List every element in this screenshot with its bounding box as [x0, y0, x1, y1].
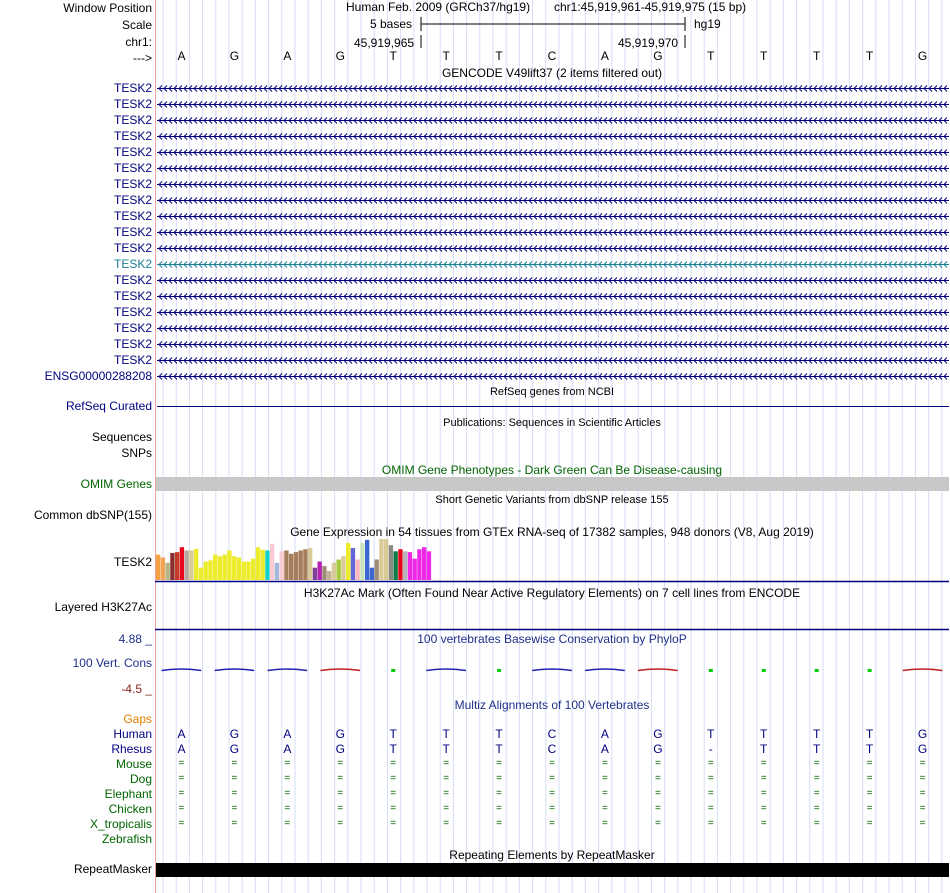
assembly-title: Human Feb. 2009 (GRCh37/hg19): [346, 0, 531, 14]
gtex-tissue-bar: [204, 562, 208, 580]
multiz-alignment-base: =: [178, 758, 185, 769]
dbsnp-track-label[interactable]: Common dbSNP(155): [33, 508, 152, 522]
base-letter: A: [283, 49, 292, 63]
multiz-alignment-base: =: [654, 803, 661, 814]
gencode-item-label[interactable]: TESK2: [113, 209, 152, 223]
multiz-alignment-base: =: [231, 803, 238, 814]
multiz-alignment-base: =: [602, 773, 608, 784]
multiz-species-label[interactable]: Dog: [129, 772, 152, 786]
multiz-alignment-base: =: [496, 788, 502, 799]
gtex-tissue-bar: [322, 566, 326, 580]
multiz-alignment-base: =: [231, 818, 238, 829]
multiz-alignment-base: =: [390, 803, 397, 814]
gtex-tissue-bar: [394, 551, 398, 580]
gtex-tissue-bar: [232, 556, 236, 580]
conservation-score-mark: [709, 669, 713, 672]
conservation-score-mark: [320, 669, 360, 671]
multiz-alignment-base: C: [547, 727, 557, 741]
gencode-track-title[interactable]: GENCODE V49lift37 (2 items filtered out): [441, 66, 663, 80]
gencode-item-label[interactable]: TESK2: [113, 241, 152, 255]
gtex-tissue-bar: [308, 548, 312, 580]
multiz-alignment-base: =: [760, 803, 767, 814]
refseq-track-label[interactable]: RefSeq Curated: [65, 399, 152, 413]
omim-gene-bar: [156, 477, 949, 491]
multiz-alignment-base: =: [284, 758, 291, 769]
multiz-alignment-base: G: [335, 742, 345, 756]
multiz-alignment-base: =: [284, 818, 291, 829]
gencode-item-label[interactable]: TESK2: [113, 257, 152, 271]
multiz-track-title[interactable]: Multiz Alignments of 100 Vertebrates: [454, 698, 650, 712]
multiz-alignment-base: =: [707, 803, 714, 814]
refseq-track-title[interactable]: RefSeq genes from NCBI: [489, 386, 615, 398]
coord-right: 45,919,970: [618, 36, 679, 50]
multiz-alignment-base: =: [231, 788, 238, 799]
gencode-item-label[interactable]: TESK2: [113, 273, 152, 287]
gtex-tissue-bar: [175, 552, 179, 580]
conservation-track-label[interactable]: 100 Vert. Cons: [72, 656, 152, 670]
base-letter: T: [495, 49, 503, 63]
gtex-tissue-bar: [170, 553, 174, 580]
multiz-alignment-base: =: [813, 788, 820, 799]
scale-label: Scale: [121, 18, 152, 32]
multiz-alignment-base: G: [229, 727, 240, 741]
gtex-tissue-bar: [379, 539, 383, 580]
gtex-tissue-bar: [398, 549, 402, 580]
conservation-score-mark: [267, 669, 307, 671]
gtex-tissue-bar: [375, 560, 379, 581]
gtex-tissue-bar: [227, 550, 231, 580]
multiz-alignment-base: T: [442, 742, 450, 756]
multiz-alignment-base: =: [707, 773, 714, 784]
multiz-alignment-base: =: [549, 758, 555, 769]
multiz-alignment-base: =: [866, 788, 873, 799]
multiz-alignment-base: =: [178, 773, 185, 784]
multiz-alignment-base: =: [443, 773, 450, 784]
multiz-alignment-base: =: [602, 818, 608, 829]
multiz-alignment-base: A: [600, 742, 609, 756]
multiz-alignment-base: T: [760, 727, 768, 741]
base-letter: T: [812, 49, 821, 63]
base-letter: T: [707, 49, 715, 63]
multiz-alignment-base: A: [177, 727, 186, 741]
multiz-alignment-base: =: [549, 818, 555, 829]
multiz-alignment-base: A: [283, 742, 292, 756]
multiz-alignment-base: =: [919, 773, 926, 784]
multiz-alignment-base: =: [231, 758, 238, 769]
multiz-species-label[interactable]: Mouse: [115, 757, 152, 771]
multiz-alignment-base: =: [654, 773, 661, 784]
multiz-alignment-base: =: [443, 818, 450, 829]
multiz-alignment-base: =: [866, 773, 873, 784]
multiz-alignment-base: =: [707, 788, 714, 799]
gtex-tissue-bar: [360, 543, 364, 580]
conservation-score-mark: [162, 669, 202, 671]
multiz-species-label[interactable]: Human: [113, 727, 152, 741]
multiz-alignment-base: =: [602, 758, 608, 769]
gtex-tissue-bar: [156, 555, 160, 580]
multiz-alignment-base: =: [496, 803, 502, 814]
conservation-score-mark: [815, 669, 819, 672]
gtex-tissue-bar: [294, 552, 298, 580]
gtex-tissue-bar: [213, 555, 217, 580]
h3k27ac-track-title[interactable]: H3K27Ac Mark (Often Found Near Active Regulatory Elements) on 7 cell lines from ENCODE: [303, 586, 801, 600]
multiz-alignment-base: T: [389, 727, 397, 741]
gtex-tissue-bar: [189, 550, 193, 580]
gtex-tissue-bar: [327, 571, 331, 580]
repeatmasker-element-bar: [156, 863, 949, 877]
multiz-alignment-base: T: [760, 742, 768, 756]
gtex-tissue-bar: [389, 545, 393, 580]
multiz-alignment-base: =: [602, 788, 608, 799]
multiz-alignment-base: -: [708, 742, 713, 756]
multiz-alignment-base: =: [919, 758, 926, 769]
multiz-alignment-base: G: [653, 742, 663, 756]
multiz-alignment-base: =: [337, 773, 344, 784]
conservation-score-mark: [532, 669, 572, 671]
conservation-score-mark: [868, 669, 872, 672]
multiz-alignment-base: =: [390, 818, 397, 829]
gencode-item-label[interactable]: ENSG00000288208: [44, 369, 152, 383]
multiz-alignment-base: T: [495, 727, 503, 741]
multiz-alignment-base: =: [178, 788, 185, 799]
strand-arrow-label[interactable]: --->: [133, 51, 152, 65]
multiz-alignment-base: =: [496, 818, 502, 829]
multiz-species-label[interactable]: Chicken: [108, 802, 152, 816]
multiz-alignment-base: T: [812, 727, 821, 741]
multiz-alignment-base: A: [600, 727, 609, 741]
gtex-tissue-bar: [337, 560, 341, 581]
omim-track-title[interactable]: OMIM Gene Phenotypes - Dark Green Can Be Disease-causing: [381, 463, 723, 477]
multiz-alignment-base: =: [549, 788, 555, 799]
multiz-alignment-base: =: [284, 788, 291, 799]
gtex-tissue-bar: [256, 547, 260, 580]
multiz-alignment-base: =: [813, 818, 820, 829]
repeatmasker-track-title[interactable]: Repeating Elements by RepeatMasker: [449, 848, 655, 862]
multiz-alignment-base: T: [442, 727, 450, 741]
multiz-alignment-base: =: [813, 773, 820, 784]
multiz-alignment-base: =: [390, 788, 397, 799]
multiz-alignment-base: T: [495, 742, 503, 756]
gtex-tissue-bar: [166, 563, 170, 580]
gtex-tissue-bar: [341, 556, 345, 580]
gtex-tissue-bar: [289, 554, 293, 580]
conservation-score-mark: [391, 669, 395, 672]
gtex-tissue-bar: [265, 550, 269, 580]
multiz-alignment-base: =: [813, 758, 820, 769]
multiz-alignment-base: G: [917, 742, 928, 756]
base-letter: T: [442, 49, 450, 63]
gtex-tissue-bar: [185, 550, 189, 580]
repeatmasker-track-label[interactable]: RepeatMasker: [73, 862, 152, 876]
conservation-score-mark: [497, 669, 501, 672]
gencode-item-label[interactable]: TESK2: [113, 337, 152, 351]
multiz-alignment-base: =: [549, 773, 555, 784]
multiz-alignment-base: =: [178, 818, 185, 829]
multiz-alignment-base: =: [337, 758, 344, 769]
gencode-item-label[interactable]: TESK2: [113, 177, 152, 191]
multiz-alignment-base: =: [760, 788, 767, 799]
gtex-tissue-bar: [408, 552, 412, 580]
multiz-alignment-base: =: [496, 758, 502, 769]
gencode-item-label[interactable]: TESK2: [113, 97, 152, 111]
dbsnp-track-title[interactable]: Short Genetic Variants from dbSNP release 155: [435, 494, 669, 506]
gtex-tissue-bar: [313, 568, 317, 580]
multiz-alignment-base: G: [917, 727, 928, 741]
gtex-tissue-bar: [242, 562, 246, 580]
conservation-score-mark: [903, 669, 943, 671]
sequences-label[interactable]: Sequences: [91, 430, 152, 444]
multiz-species-label[interactable]: X_tropicalis: [89, 817, 152, 831]
multiz-alignment-base: =: [443, 803, 450, 814]
gtex-tissue-bar: [237, 557, 241, 580]
multiz-alignment-base: =: [231, 773, 238, 784]
gtex-tissue-bar: [251, 559, 255, 580]
conservation-score-mark: [585, 669, 625, 671]
snps-label[interactable]: SNPs: [121, 446, 152, 460]
multiz-alignment-base: =: [602, 803, 608, 814]
gtex-tissue-bar: [161, 557, 165, 580]
gtex-tissue-bar: [332, 563, 336, 580]
h3k27ac-track-label[interactable]: Layered H3K27Ac: [54, 600, 152, 614]
gtex-tissue-bar: [194, 549, 198, 580]
multiz-alignment-base: =: [919, 803, 926, 814]
base-letter: G: [653, 49, 663, 63]
multiz-alignment-base: =: [760, 773, 767, 784]
multiz-alignment-base: =: [284, 773, 291, 784]
gtex-tissue-bar: [280, 551, 284, 580]
multiz-alignment-base: =: [760, 758, 767, 769]
base-letter: G: [229, 49, 240, 63]
multiz-alignment-base: T: [707, 727, 715, 741]
gtex-tissue-bar: [351, 548, 355, 580]
scale-text: 5 bases: [370, 17, 413, 31]
scale-db: hg19: [694, 17, 721, 31]
multiz-alignment-base: T: [812, 742, 821, 756]
multiz-alignment-base: =: [654, 758, 661, 769]
gtex-tissue-bar: [299, 550, 303, 580]
gtex-tissue-bar: [370, 568, 374, 580]
multiz-alignment-base: =: [654, 818, 661, 829]
multiz-alignment-base: =: [707, 818, 714, 829]
multiz-alignment-base: A: [177, 742, 186, 756]
cons-ymin-label: -4.5 _: [121, 682, 152, 696]
multiz-alignment-base: T: [865, 742, 874, 756]
conservation-score-mark: [638, 669, 678, 671]
multiz-alignment-base: =: [866, 818, 873, 829]
gencode-item-label[interactable]: TESK2: [113, 353, 152, 367]
multiz-alignment-base: =: [284, 803, 291, 814]
multiz-alignment-base: =: [443, 758, 450, 769]
gtex-tissue-bar: [275, 563, 279, 580]
multiz-alignment-base: =: [760, 818, 767, 829]
base-letter: A: [177, 49, 186, 63]
gencode-item-label[interactable]: TESK2: [113, 289, 152, 303]
base-letter: G: [335, 49, 345, 63]
gencode-item-label[interactable]: TESK2: [113, 161, 152, 175]
gencode-item-label[interactable]: TESK2: [113, 113, 152, 127]
multiz-alignment-base: G: [653, 727, 663, 741]
gtex-tissue-bar: [303, 549, 307, 580]
gtex-tissue-bar: [223, 555, 227, 580]
multiz-alignment-base: A: [283, 727, 292, 741]
omim-track-label[interactable]: OMIM Genes: [80, 477, 152, 491]
gtex-tissue-bar: [422, 547, 426, 580]
gtex-tissue-bar: [413, 559, 417, 580]
gtex-track-title[interactable]: Gene Expression in 54 tissues from GTEx RNA-seq of 17382 samples, 948 donors (V8, Aug 2019): [290, 525, 814, 539]
gtex-tissue-bar: [246, 562, 250, 580]
gtex-tissue-bar: [261, 550, 265, 580]
base-letter: T: [389, 49, 397, 63]
window-position-label: Window Position: [63, 1, 152, 15]
base-letter: C: [547, 49, 557, 63]
multiz-alignment-base: G: [229, 742, 240, 756]
multiz-alignment-base: =: [390, 758, 397, 769]
gtex-tissue-bar: [218, 556, 222, 580]
position-text: chr1:45,919,961-45,919,975 (15 bp): [554, 0, 747, 14]
conservation-score-mark: [215, 669, 255, 671]
multiz-alignment-base: C: [547, 742, 557, 756]
multiz-alignment-base: =: [549, 803, 555, 814]
multiz-alignment-base: =: [337, 788, 344, 799]
gtex-tissue-bar: [284, 550, 288, 580]
multiz-alignment-base: =: [866, 758, 873, 769]
multiz-alignment-base: =: [337, 803, 344, 814]
multiz-alignment-base: =: [178, 803, 185, 814]
conservation-track-title[interactable]: 100 vertebrates Basewise Conservation by PhyloP: [417, 632, 687, 646]
base-letter: G: [917, 49, 928, 63]
gtex-tissue-bar: [417, 549, 421, 580]
publications-track-title[interactable]: Publications: Sequences in Scientific Articles: [443, 417, 661, 429]
coord-left: 45,919,965: [354, 36, 415, 50]
gtex-tissue-bar: [384, 539, 388, 580]
multiz-alignment-base: =: [496, 773, 502, 784]
gtex-tissue-bar: [427, 551, 431, 580]
gencode-item-label[interactable]: TESK2: [113, 321, 152, 335]
multiz-alignment-base: G: [335, 727, 345, 741]
gtex-tissue-bar: [365, 540, 369, 580]
cons-ymax-label: 4.88 _: [118, 632, 152, 646]
base-letter: T: [760, 49, 768, 63]
gencode-item-label[interactable]: TESK2: [113, 225, 152, 239]
conservation-score-mark: [762, 669, 766, 672]
multiz-alignment-base: =: [919, 818, 926, 829]
gaps-label[interactable]: Gaps: [123, 712, 152, 726]
conservation-score-mark: [426, 669, 466, 671]
gtex-gene-label[interactable]: TESK2: [113, 555, 152, 569]
gencode-item-label[interactable]: TESK2: [113, 129, 152, 143]
gtex-tissue-bar: [199, 568, 203, 580]
chrom-label: chr1:: [125, 35, 152, 49]
multiz-alignment-base: T: [389, 742, 397, 756]
gencode-item-label[interactable]: TESK2: [113, 305, 152, 319]
multiz-alignment-base: =: [390, 773, 397, 784]
gtex-tissue-bar: [346, 543, 350, 580]
multiz-alignment-base: T: [865, 727, 874, 741]
gencode-item-label[interactable]: TESK2: [113, 193, 152, 207]
multiz-alignment-base: =: [443, 788, 450, 799]
gtex-tissue-bar: [356, 560, 360, 581]
gencode-item-label[interactable]: TESK2: [113, 145, 152, 159]
gtex-tissue-bar: [208, 560, 212, 580]
multiz-alignment-base: =: [866, 803, 873, 814]
multiz-species-label[interactable]: Elephant: [104, 787, 152, 801]
multiz-alignment-base: =: [707, 758, 714, 769]
base-letter: A: [600, 49, 609, 63]
multiz-alignment-base: =: [654, 788, 661, 799]
multiz-species-label[interactable]: Rhesus: [111, 742, 152, 756]
multiz-species-label[interactable]: Zebrafish: [101, 832, 152, 846]
gtex-tissue-bar: [180, 547, 184, 580]
multiz-alignment-base: =: [337, 818, 344, 829]
gencode-item-label[interactable]: TESK2: [113, 81, 152, 95]
multiz-alignment-base: =: [919, 788, 926, 799]
base-letter: T: [865, 49, 874, 63]
gtex-tissue-bar: [403, 551, 407, 580]
gtex-tissue-bar: [318, 562, 322, 580]
multiz-alignment-base: =: [813, 803, 820, 814]
gtex-tissue-bar: [270, 544, 274, 580]
